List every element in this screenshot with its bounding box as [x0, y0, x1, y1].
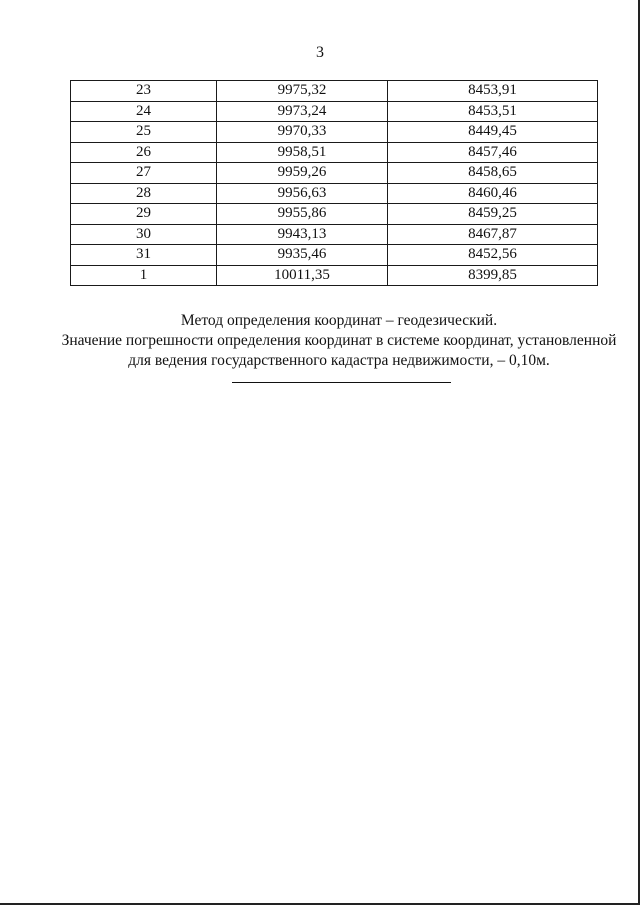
point-number-cell: 27 — [71, 163, 217, 184]
x-coordinate-cell: 9956,63 — [217, 183, 388, 204]
point-number-cell: 28 — [71, 183, 217, 204]
y-coordinate-cell: 8452,56 — [388, 245, 598, 266]
accuracy-statement-line-1: Значение погрешности определения координат в системе координат, установленной — [61, 332, 617, 349]
end-of-document-rule — [232, 382, 451, 383]
table-row — [71, 81, 598, 102]
y-coordinate-cell: 8449,45 — [388, 122, 598, 143]
y-coordinate-cell: 8459,25 — [388, 204, 598, 225]
point-number-cell: 31 — [71, 245, 217, 266]
y-coordinate-cell: 8453,51 — [388, 101, 598, 122]
table-row — [71, 265, 598, 286]
y-coordinate-cell: 8467,87 — [388, 224, 598, 245]
x-coordinate-cell: 9943,13 — [217, 224, 388, 245]
table-row — [71, 204, 598, 225]
point-number-cell: 29 — [71, 204, 217, 225]
x-coordinate-cell: 9935,46 — [217, 245, 388, 266]
x-coordinate-cell: 9973,24 — [217, 101, 388, 122]
y-coordinate-cell: 8457,46 — [388, 142, 598, 163]
point-number-cell: 25 — [71, 122, 217, 143]
table-row — [71, 245, 598, 266]
x-coordinate-cell: 9955,86 — [217, 204, 388, 225]
y-coordinate-cell: 8399,85 — [388, 265, 598, 286]
point-number-cell: 30 — [71, 224, 217, 245]
y-coordinate-cell: 8458,65 — [388, 163, 598, 184]
coordinates-table — [70, 80, 598, 286]
table-row — [71, 142, 598, 163]
table-row — [71, 101, 598, 122]
x-coordinate-cell: 9959,26 — [217, 163, 388, 184]
point-number-cell: 1 — [71, 265, 217, 286]
point-number-cell: 24 — [71, 101, 217, 122]
point-number-cell: 23 — [71, 81, 217, 102]
method-statement: Метод определения координат – геодезический. — [180, 312, 498, 329]
accuracy-statement-line-2: для ведения государственного кадастра недвижимости, – 0,10м. — [128, 352, 550, 369]
table-row — [71, 163, 598, 184]
y-coordinate-cell: 8460,46 — [388, 183, 598, 204]
x-coordinate-cell: 10011,35 — [217, 265, 388, 286]
y-coordinate-cell: 8453,91 — [388, 81, 598, 102]
x-coordinate-cell: 9958,51 — [217, 142, 388, 163]
table-row — [71, 183, 598, 204]
page-number: 3 — [316, 44, 324, 61]
table-row — [71, 224, 598, 245]
point-number-cell: 26 — [71, 142, 217, 163]
x-coordinate-cell: 9970,33 — [217, 122, 388, 143]
x-coordinate-cell: 9975,32 — [217, 81, 388, 102]
table-row — [71, 122, 598, 143]
